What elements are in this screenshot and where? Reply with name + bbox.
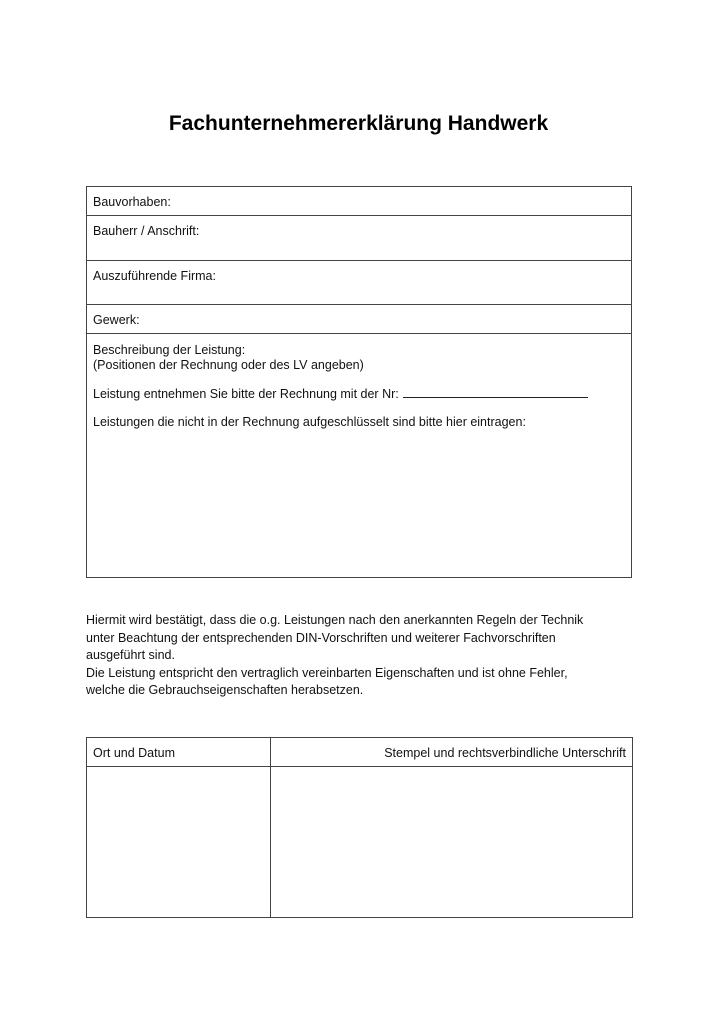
label-rechnung-nr: Leistung entnehmen Sie bitte der Rechnung mit der Nr: [93,387,399,401]
signature-table-header [87,738,632,767]
hint-beschreibung: (Positionen der Rechnung oder des LV angeben) [93,358,364,372]
label-beschreibung: Beschreibung der Leistung: [93,343,246,357]
project-info-form [86,186,632,578]
document-title: Fachunternehmererklärung Handwerk [168,112,549,135]
input-stempel-unterschrift[interactable] [271,767,632,917]
input-leistungen-freitext[interactable] [93,430,625,560]
confirmation-line: Die Leistung entspricht den vertraglich vereinbarten Eigenschaften und ist ohne Fehler, [86,665,568,680]
label-auszufuehrende-firma: Auszuführende Firma: [93,269,216,283]
label-bauherr-anschrift: Bauherr / Anschrift: [93,224,200,238]
label-gewerk: Gewerk: [93,313,140,327]
rechnung-nr-line [93,386,625,402]
input-ort-und-datum[interactable] [87,767,270,917]
signature-table [86,737,633,918]
field-beschreibung-der-leistung[interactable] [87,334,631,577]
confirmation-line: Hiermit wird bestätigt, dass die o.g. Leistungen nach den anerkannten Regeln der Technik [86,613,584,627]
confirmation-text [86,612,646,700]
field-auszufuehrende-firma[interactable] [87,261,631,305]
field-gewerk[interactable] [87,305,631,334]
field-bauvorhaben[interactable] [87,187,631,216]
header-ort-und-datum: Ort und Datum [93,746,175,760]
header-stempel-unterschrift: Stempel und rechtsverbindliche Unterschrift [384,746,626,760]
label-nicht-aufgeschluesselt: Leistungen die nicht in der Rechnung aufgeschlüsselt sind bitte hier eintragen: [93,415,526,429]
confirmation-line: ausgeführt sind. [86,648,175,662]
confirmation-line: unter Beachtung der entsprechenden DIN-Vorschriften und weiterer Fachvorschriften [86,630,556,645]
label-bauvorhaben: Bauvorhaben: [93,195,171,209]
field-bauherr-anschrift[interactable] [87,216,631,261]
input-rechnung-nr[interactable] [403,386,588,398]
confirmation-line: welche die Gebrauchseigenschaften herabsetzen. [86,683,364,697]
